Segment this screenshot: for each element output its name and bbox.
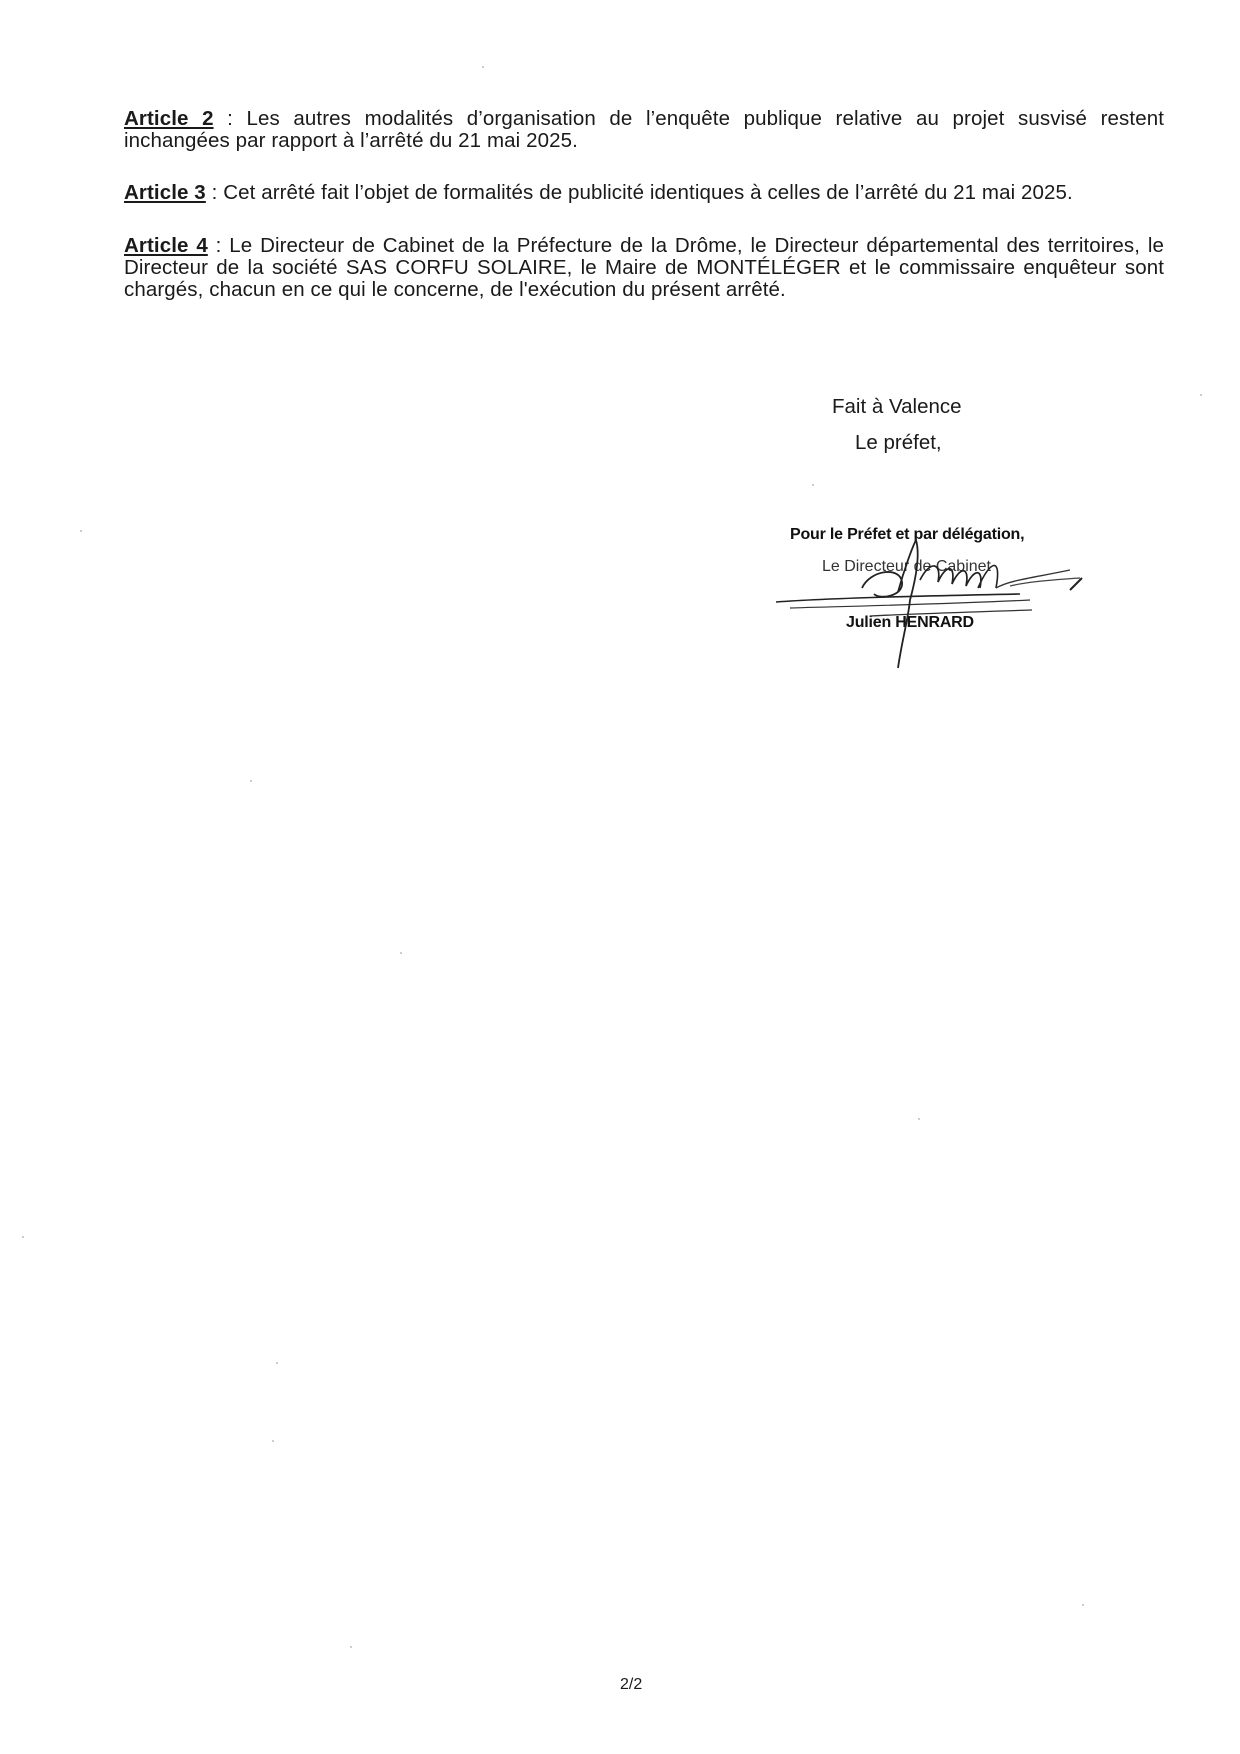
scan-speck <box>1082 1604 1084 1606</box>
scan-speck <box>812 484 814 486</box>
article-3-label: Article 3 <box>124 181 206 204</box>
scan-speck <box>272 1440 274 1442</box>
scan-speck <box>918 1118 920 1120</box>
article-2 <box>124 108 1164 152</box>
delegation-stamp-line: Pour le Préfet et par délégation, <box>790 526 1025 543</box>
scan-speck <box>400 952 402 954</box>
article-3-text: : Cet arrêté fait l’objet de formalités de publicité identiques à celles de l’arrêté du 21 mai 2025. <box>205 181 1073 204</box>
article-4-text: : Le Directeur de Cabinet de la Préfecture de la Drôme, le Directeur départemental des territoires, le Directeur de la société SAS CORFU SOLAIRE, le Maire de MONTÉLÉGER et le commissaire enquêteur sont chargés, chacun en ce qui le concerne, de l'exécution du présent arrêté. <box>124 234 1164 301</box>
scan-speck <box>250 780 252 782</box>
signer-title: Le préfet, <box>855 431 942 454</box>
article-2-text: : Les autres modalités d’organisation de l’enquête publique relative au projet susvisé restent inchangées par rapport à l’arrêté du 21 mai 2025. <box>124 107 1164 152</box>
scan-speck <box>482 66 484 68</box>
scan-speck <box>1200 394 1202 396</box>
page-number: 2/2 <box>620 1676 643 1693</box>
article-4-label: Article 4 <box>124 234 208 257</box>
article-2-label: Article 2 <box>124 107 214 130</box>
article-4 <box>124 235 1164 301</box>
signing-place: Fait à Valence <box>832 395 962 418</box>
handwritten-signature <box>770 530 1100 670</box>
scan-speck <box>350 1646 352 1648</box>
scan-speck <box>22 1236 24 1238</box>
delegation-role-line: Le Directeur de Cabinet <box>822 558 991 575</box>
scan-speck <box>80 530 82 532</box>
article-3 <box>124 182 1164 204</box>
scan-speck <box>276 1362 278 1364</box>
signatory-name: Julien HENRARD <box>846 614 974 631</box>
